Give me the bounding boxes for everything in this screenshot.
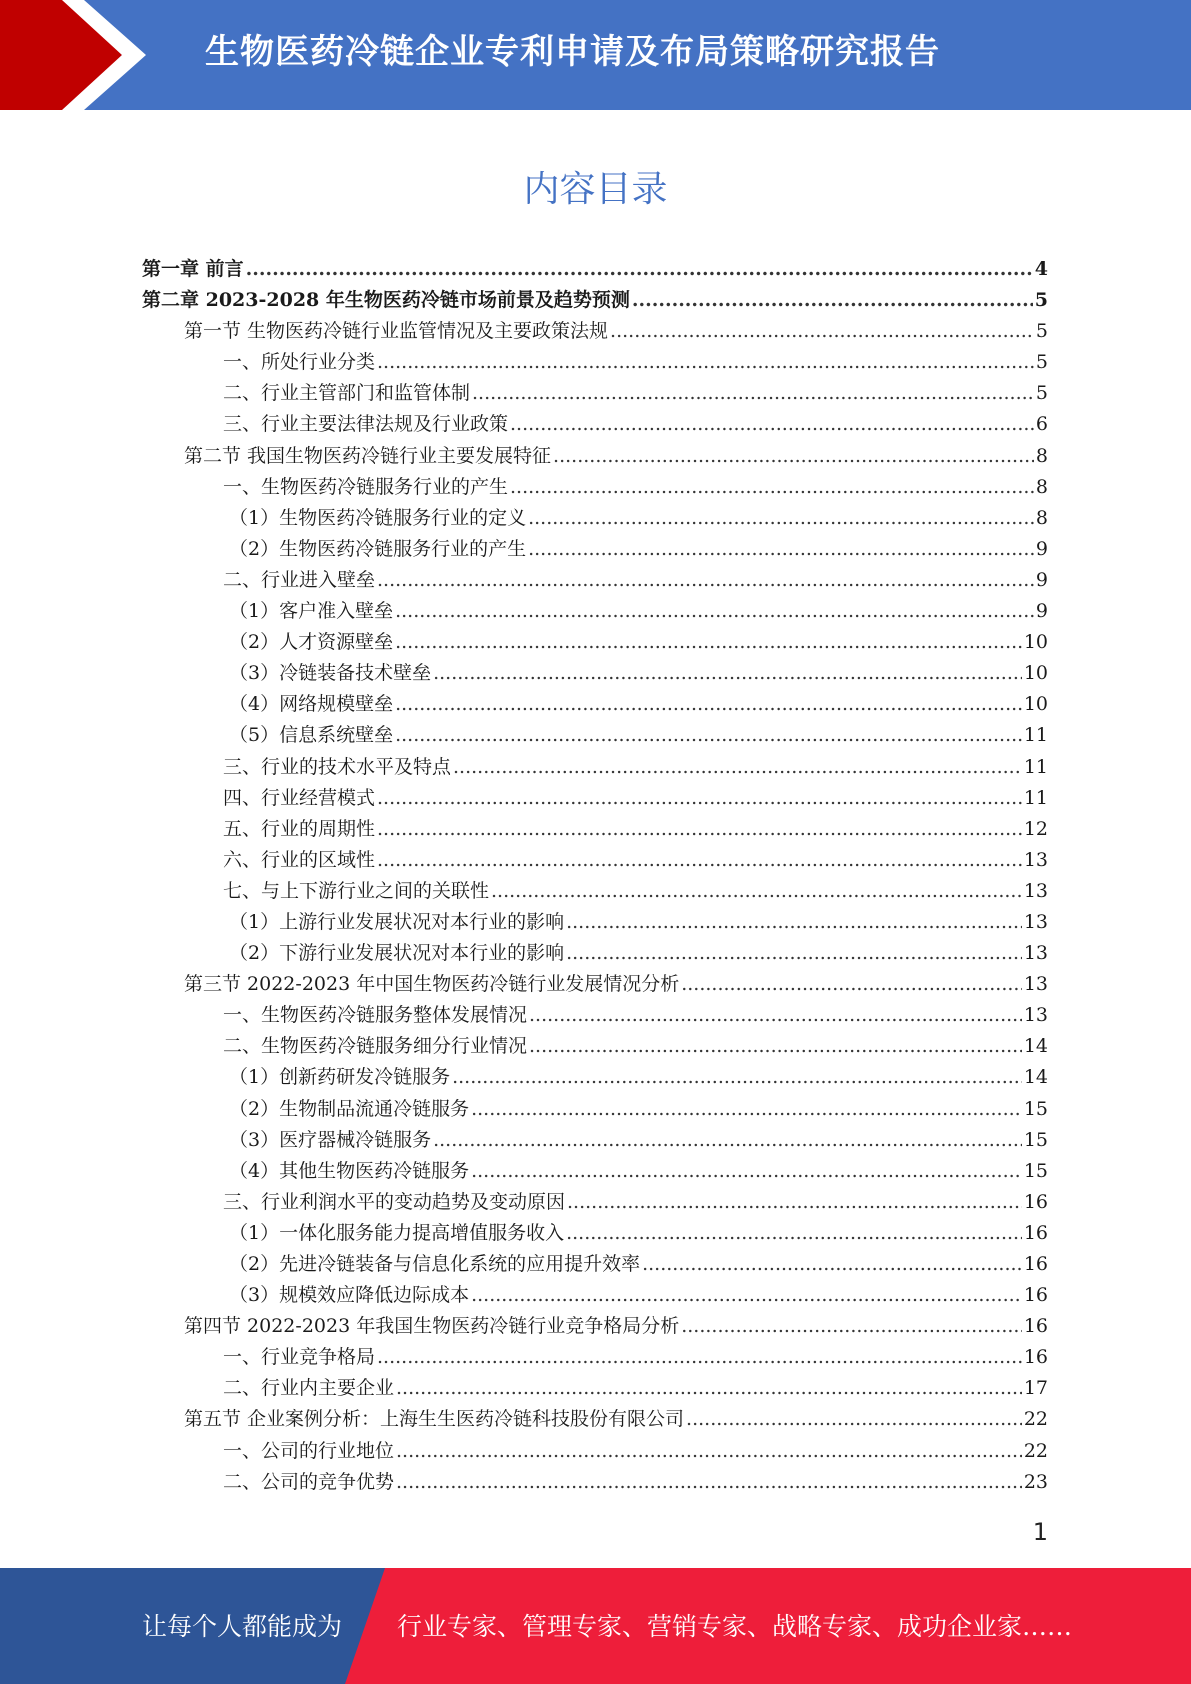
toc-leader-dots <box>686 1404 1022 1435</box>
toc-entry-page: 13 <box>1023 942 1048 965</box>
page-footer <box>0 1568 1191 1684</box>
toc-entry[interactable] <box>142 1373 1048 1404</box>
toc-entry-title: 第二节 我国生物医药冷链行业主要发展特征 <box>184 444 552 467</box>
toc-leader-dots <box>632 285 1033 316</box>
report-header <box>0 0 1191 110</box>
toc-entry[interactable] <box>142 689 1048 720</box>
toc-entry-page: 14 <box>1023 1066 1048 1089</box>
toc-entry[interactable] <box>142 254 1048 285</box>
toc-entry-title: 三、行业利润水平的变动趋势及变动原因 <box>223 1190 566 1213</box>
toc-entry-page: 9 <box>1035 568 1048 591</box>
toc-entry-page: 17 <box>1023 1377 1048 1400</box>
toc-entry-title: 二、行业进入壁垒 <box>223 568 376 591</box>
toc-entry-title: （2）下游行业发展状况对本行业的影响 <box>229 942 565 965</box>
toc-entry[interactable] <box>142 1156 1048 1187</box>
toc-entry-page: 13 <box>1023 973 1048 996</box>
toc-entry-page: 16 <box>1023 1253 1048 1275</box>
toc-entry-page: 5 <box>1035 382 1048 405</box>
toc-entry[interactable] <box>142 627 1048 658</box>
toc-entry-page: 23 <box>1023 1470 1048 1493</box>
toc-leader-dots <box>681 969 1022 1000</box>
toc-entry-title: 第二章 2023-2028 年生物医药冷链市场前景及趋势预测 <box>142 289 630 312</box>
toc-entry-title: （4）其他生物医药冷链服务 <box>229 1159 470 1182</box>
toc-entry-title: 第五节 企业案例分析：上海生生医药冷链科技股份有限公司 <box>184 1408 685 1431</box>
toc-entry[interactable] <box>142 1094 1048 1125</box>
toc-entry[interactable] <box>142 409 1048 440</box>
toc-entry[interactable] <box>142 845 1048 876</box>
toc-entry-page: 16 <box>1023 1190 1048 1213</box>
toc-entry[interactable] <box>142 1000 1048 1031</box>
header-red-chevron <box>0 0 140 110</box>
toc-entry-title: （1）客户准入壁垒 <box>229 600 394 623</box>
toc-leader-dots <box>528 503 1034 534</box>
toc-entry-title: 二、公司的竞争优势 <box>223 1470 395 1493</box>
toc-entry-page: 8 <box>1035 506 1048 529</box>
toc-entry-title: 一、生物医药冷链服务行业的产生 <box>223 475 509 498</box>
toc-entry-title: 二、生物医药冷链服务细分行业情况 <box>223 1035 528 1058</box>
toc-entry-page: 8 <box>1035 475 1048 498</box>
toc-entry-title: 七、与上下游行业之间的关联性 <box>223 879 490 902</box>
toc-entry-page: 13 <box>1023 1004 1048 1027</box>
toc-entry-title: （1）创新药研发冷链服务 <box>229 1066 451 1089</box>
toc-entry[interactable] <box>142 1125 1048 1156</box>
toc-entry-page: 5 <box>1035 320 1048 343</box>
toc-entry-page: 9 <box>1035 600 1048 623</box>
toc-entry-page: 10 <box>1023 631 1048 654</box>
toc-leader-dots <box>567 1187 1022 1218</box>
toc-entry[interactable] <box>142 596 1048 627</box>
toc-leader-dots <box>529 1031 1022 1062</box>
toc-leader-dots <box>510 472 1034 503</box>
toc-leader-dots <box>528 534 1034 565</box>
toc-entry[interactable] <box>142 814 1048 845</box>
toc-leader-dots <box>396 1373 1022 1404</box>
toc-entry-page: 5 <box>1034 289 1048 312</box>
toc-entry-title: 第四节 2022-2023 年我国生物医药冷链行业竞争格局分析 <box>184 1315 680 1338</box>
toc-entry-page: 16 <box>1023 1284 1048 1307</box>
toc-entry-page: 4 <box>1034 258 1048 280</box>
toc-leader-dots <box>566 1218 1022 1249</box>
toc-leader-dots <box>553 441 1034 472</box>
toc-leader-dots <box>433 1125 1022 1156</box>
toc-entry-page: 16 <box>1023 1221 1048 1244</box>
toc-entry-page: 10 <box>1023 662 1048 685</box>
toc-leader-dots <box>453 752 1022 783</box>
toc-entry[interactable] <box>142 1218 1048 1249</box>
toc-leader-dots <box>566 938 1022 969</box>
toc-entry-page: 5 <box>1035 351 1048 374</box>
toc-leader-dots <box>471 1280 1022 1311</box>
toc-entry-title: 第一节 生物医药冷链行业监管情况及主要政策法规 <box>184 320 609 343</box>
toc-entry-page: 11 <box>1023 724 1048 747</box>
toc-leader-dots <box>377 565 1034 596</box>
toc-leader-dots <box>377 845 1022 876</box>
toc-entry[interactable] <box>142 876 1048 907</box>
toc-leader-dots <box>681 1311 1022 1342</box>
toc-entry-title: （5）信息系统壁垒 <box>229 724 394 747</box>
toc-entry[interactable] <box>142 1404 1048 1435</box>
toc-entry-title: 三、行业主要法律法规及行业政策 <box>223 413 509 436</box>
toc-leader-dots <box>246 254 1033 285</box>
toc-entry[interactable] <box>142 752 1048 783</box>
toc-entry[interactable] <box>142 565 1048 596</box>
toc-leader-dots <box>452 1062 1022 1093</box>
toc-leader-dots <box>395 627 1022 658</box>
toc-leader-dots <box>471 1094 1022 1125</box>
toc-entry[interactable] <box>142 441 1048 472</box>
toc-entry[interactable] <box>142 503 1048 534</box>
toc-entry-title: （4）网络规模壁垒 <box>229 693 394 716</box>
toc-entry-title: （3）冷链装备技术壁垒 <box>229 662 432 685</box>
toc-entry-page: 10 <box>1023 693 1048 716</box>
toc-entry-title: （1）上游行业发展状况对本行业的影响 <box>229 910 565 933</box>
toc-leader-dots <box>472 378 1034 409</box>
toc-entry-page: 22 <box>1023 1439 1048 1462</box>
toc-leader-dots <box>471 1156 1022 1187</box>
toc-entry-title: 三、行业的技术水平及特点 <box>223 755 452 778</box>
toc-entry[interactable] <box>142 1342 1048 1373</box>
toc-entry-title: 四、行业经营模式 <box>223 786 376 809</box>
toc-entry[interactable] <box>142 1467 1048 1498</box>
toc-entry-page: 12 <box>1023 817 1048 840</box>
toc-entry[interactable] <box>142 378 1048 409</box>
toc-entry-page: 15 <box>1023 1159 1048 1182</box>
toc-entry-page: 15 <box>1023 1128 1048 1151</box>
toc-entry[interactable] <box>142 1436 1048 1467</box>
toc-leader-dots <box>529 1000 1022 1031</box>
toc-leader-dots <box>433 658 1022 689</box>
toc-entry-title: （2）先进冷链装备与信息化系统的应用提升效率 <box>229 1253 641 1275</box>
toc-entry-title: 二、行业内主要企业 <box>223 1377 395 1400</box>
toc-leader-dots <box>377 1342 1022 1373</box>
toc-entry[interactable] <box>142 720 1048 751</box>
toc-entry-page: 8 <box>1035 444 1048 467</box>
toc-entry-title: 六、行业的区域性 <box>223 848 376 871</box>
toc-entry-title: 一、所处行业分类 <box>223 351 376 374</box>
toc-entry-title: （2）生物制品流通冷链服务 <box>229 1097 470 1120</box>
toc-entry[interactable] <box>142 1311 1048 1342</box>
toc-entry[interactable] <box>142 1249 1048 1280</box>
toc-entry-title: 一、公司的行业地位 <box>223 1439 395 1462</box>
toc-entry[interactable] <box>142 285 1048 316</box>
toc-leader-dots <box>395 689 1022 720</box>
toc-entry[interactable] <box>142 658 1048 689</box>
toc-leader-dots <box>510 409 1034 440</box>
toc-entry-title: （1）生物医药冷链服务行业的定义 <box>229 506 527 529</box>
toc-entry[interactable] <box>142 347 1048 378</box>
toc-entry-page: 13 <box>1023 879 1048 902</box>
toc-entry-title: （3）规模效应降低边际成本 <box>229 1284 470 1307</box>
toc-entry-page: 11 <box>1023 786 1048 809</box>
toc-entry[interactable] <box>142 316 1048 347</box>
toc-entry-title: （3）医疗器械冷链服务 <box>229 1128 432 1151</box>
footer-slogan-left: 让每个人都能成为 <box>142 1612 343 1641</box>
toc-entry-page: 11 <box>1023 755 1048 778</box>
toc-entry-page: 16 <box>1023 1315 1048 1338</box>
toc-entry[interactable] <box>142 938 1048 969</box>
toc-leader-dots <box>377 814 1022 845</box>
toc-entry-title: 一、行业竞争格局 <box>223 1346 376 1369</box>
toc-entry[interactable] <box>142 534 1048 565</box>
toc-entry-title: 第一章 前言 <box>142 258 244 280</box>
toc-entry-title: 二、行业主管部门和监管体制 <box>223 382 471 405</box>
toc-leader-dots <box>491 876 1022 907</box>
toc-entry-page: 14 <box>1023 1035 1048 1058</box>
toc-entry-page: 22 <box>1023 1408 1048 1431</box>
toc-entry-page: 6 <box>1035 413 1048 436</box>
toc-entry[interactable] <box>142 1062 1048 1093</box>
toc-entry-title: （1）一体化服务能力提高增值服务收入 <box>229 1221 565 1244</box>
toc-leader-dots <box>395 596 1034 627</box>
toc-leader-dots <box>566 907 1022 938</box>
toc-leader-dots <box>377 347 1034 378</box>
toc-entry-title: （2）生物医药冷链服务行业的产生 <box>229 537 527 560</box>
toc-entry-page: 9 <box>1035 537 1048 560</box>
footer-slogan-right: 行业专家、管理专家、营销专家、战略专家、成功企业家…… <box>397 1612 1073 1641</box>
toc-leader-dots <box>642 1249 1022 1280</box>
toc-entry-page: 13 <box>1023 848 1048 871</box>
toc-entry-title: 第三节 2022-2023 年中国生物医药冷链行业发展情况分析 <box>184 973 680 996</box>
toc-entry[interactable] <box>142 907 1048 938</box>
toc-leader-dots <box>377 783 1022 814</box>
toc-leader-dots <box>396 1467 1022 1498</box>
toc-entry-page: 16 <box>1023 1346 1048 1369</box>
toc-entry[interactable] <box>142 783 1048 814</box>
toc-entry[interactable] <box>142 969 1048 1000</box>
toc-entry-title: 五、行业的周期性 <box>223 817 376 840</box>
toc-entry[interactable] <box>142 472 1048 503</box>
toc-entry-title: 一、生物医药冷链服务整体发展情况 <box>223 1004 528 1027</box>
toc-entry[interactable] <box>142 1187 1048 1218</box>
toc-leader-dots <box>395 720 1022 751</box>
toc-entry-page: 15 <box>1023 1097 1048 1120</box>
toc-heading: 内容目录 <box>523 169 668 210</box>
toc-entry-title: （2）人才资源壁垒 <box>229 631 394 654</box>
table-of-contents <box>142 254 1048 1498</box>
page-number: 1 <box>1032 1518 1048 1546</box>
report-title: 生物医药冷链企业专利申请及布局策略研究报告 <box>205 32 940 72</box>
toc-entry[interactable] <box>142 1031 1048 1062</box>
toc-entry[interactable] <box>142 1280 1048 1311</box>
toc-leader-dots <box>396 1436 1022 1467</box>
toc-leader-dots <box>610 316 1034 347</box>
toc-entry-page: 13 <box>1023 910 1048 933</box>
